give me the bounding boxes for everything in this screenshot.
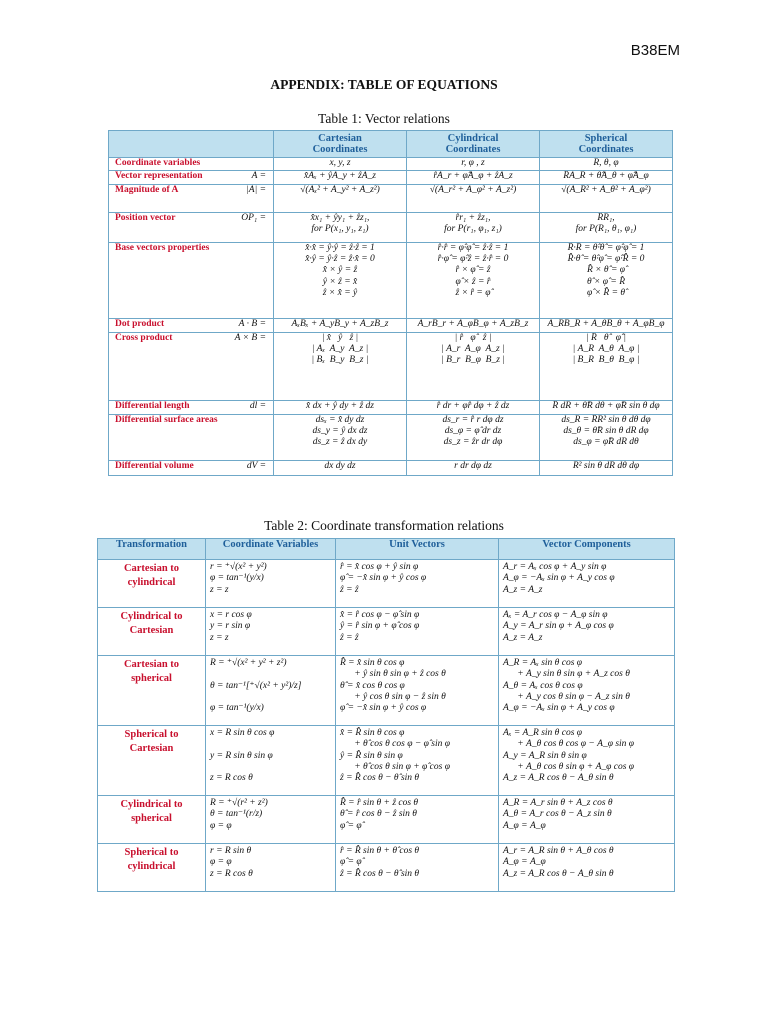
row-label-text: Differential surface areas — [115, 415, 218, 425]
table1-row-label — [109, 213, 274, 243]
table1-row — [109, 171, 673, 185]
table1-row-label — [109, 401, 274, 415]
table1-row — [109, 158, 673, 171]
table2-cell-unit: R̂ = r̂ sin θ + ẑ cos θ θ̂ = r̂ cos θ − ẑ sin θ φ̂ = φ̂ — [336, 796, 499, 844]
row-label-symbol: A × B = — [234, 333, 266, 343]
table1-cell-cart: x, y, z — [274, 158, 407, 171]
table1-cell-sph: R̂R₁, for P(R₁, θ₁, φ₁) — [540, 213, 673, 243]
table1-cell-cyl: r̂r₁ + ẑz₁, for P(r₁, φ₁, z₁) — [407, 213, 540, 243]
table2-cell-coord: R = ⁺√(x² + y² + z²) θ = tan⁻¹[⁺√(x² + y²)/z] φ = tan⁻¹(y/x) — [206, 656, 336, 726]
table1-cell-sph: R̂A_R + θ̂A_θ + φ̂A_φ — [540, 171, 673, 185]
table2-header-cell: Transformation — [98, 539, 206, 560]
table2-header-cell: Unit Vectors — [336, 539, 499, 560]
table1-row-label — [109, 415, 274, 461]
row-label-text: Coordinate variables — [115, 158, 201, 168]
table2-row-label: Cartesian to spherical — [98, 656, 206, 726]
table1-row — [109, 415, 673, 461]
table2-cell-comp: A_R = A_r sin θ + A_z cos θ A_θ = A_r cos θ − A_z sin θ A_φ = A_φ — [499, 796, 675, 844]
table1-body — [109, 158, 673, 476]
table2-cell-unit: x̂ = r̂ cos φ − φ̂ sin φ ŷ = r̂ sin φ + φ̂ cos φ ẑ = ẑ — [336, 608, 499, 656]
row-label-symbol: A · B = — [238, 319, 266, 329]
coordinate-transformation-table — [97, 538, 675, 892]
table1-cell-sph: R² sin θ dR dθ dφ — [540, 461, 673, 476]
row-label-symbol: A = — [251, 171, 266, 181]
vector-relations-table — [108, 130, 673, 476]
table2-cell-unit: x̂ = R̂ sin θ cos φ + θ̂ cos θ cos φ − φ̂ sin φ ŷ = R̂ sin θ sin φ + θ̂ cos θ sin φ + φ̂ cos φ ẑ = R̂ cos θ − θ̂ sin θ — [336, 726, 499, 796]
row-label-symbol: |A| = — [246, 185, 266, 195]
table1-cell-cart: dsₓ = x̂ dy dz ds_y = ŷ dx dz ds_z = ẑ dx dy — [274, 415, 407, 461]
table2-cell-comp: Aₓ = A_R sin θ cos φ + A_θ cos θ cos φ − A_φ sin φ A_y = A_R sin θ sin φ + A_θ cos θ sin φ + A_φ cos φ A_z = A_R cos θ − A_θ sin θ — [499, 726, 675, 796]
table1-cell-sph: ds_R = R̂R² sin θ dθ dφ ds_θ = θ̂R sin θ dR dφ ds_φ = φ̂R dR dθ — [540, 415, 673, 461]
table1-header-cell: Cartesian Coordinates — [274, 131, 407, 158]
table1-header-cell — [109, 131, 274, 158]
table1-cell-sph: | R̂ θ̂ φ̂ | | A_R A_θ A_φ | | B_R B_θ B_φ | — [540, 333, 673, 401]
table2-row — [98, 560, 675, 608]
table1-cell-cart: | x̂ ŷ ẑ | | Aₓ A_y A_z | | Bₓ B_y B_z | — [274, 333, 407, 401]
table1-cell-cart: x̂·x̂ = ŷ·ŷ = ẑ·ẑ = 1 x̂·ŷ = ŷ·ẑ = ẑ·x̂ = 0 x̂ × ŷ = ẑ ŷ × ẑ = x̂ ẑ × x̂ = ŷ — [274, 243, 407, 319]
table2-row — [98, 796, 675, 844]
table2-row — [98, 608, 675, 656]
table2-cell-coord: r = R sin θ φ = φ z = R cos θ — [206, 844, 336, 892]
table1-cell-cyl: | r̂ φ̂ ẑ | | A_r A_φ A_z | | B_r B_φ B_z | — [407, 333, 540, 401]
table2-row — [98, 844, 675, 892]
table2-cell-comp: A_R = Aₓ sin θ cos φ + A_y sin θ sin φ + A_z cos θ A_θ = Aₓ cos θ cos φ + A_y cos θ sin φ − A_z sin θ A_φ = −Aₓ sin φ + A_y cos φ — [499, 656, 675, 726]
table1-cell-cyl: r̂A_r + φ̂A_φ + ẑA_z — [407, 171, 540, 185]
table1-row — [109, 319, 673, 333]
table1-cell-cart: x̂Aₓ + ŷA_y + ẑA_z — [274, 171, 407, 185]
table2-header-row — [98, 539, 675, 560]
table1-cell-cart: x̂x₁ + ŷy₁ + ẑz₁, for P(x₁, y₁, z₁) — [274, 213, 407, 243]
table1-row-label — [109, 243, 274, 319]
row-label-text: Differential length — [115, 401, 190, 411]
table1-cell-cart: √(Aₓ² + A_y² + A_z²) — [274, 185, 407, 213]
table2-cell-unit: R̂ = x̂ sin θ cos φ + ŷ sin θ sin φ + ẑ cos θ θ̂ = x̂ cos θ cos φ + ŷ cos θ sin φ − ẑ sin θ φ̂ = −x̂ sin φ + ŷ cos φ — [336, 656, 499, 726]
table2-header-cell: Vector Components — [499, 539, 675, 560]
document-title: APPENDIX: TABLE OF EQUATIONS — [270, 77, 498, 92]
table1-cell-sph: √(A_R² + A_θ² + A_φ²) — [540, 185, 673, 213]
table1-header-row — [109, 131, 673, 158]
table1-cell-cyl: r̂·r̂ = φ̂·φ̂ = ẑ·ẑ = 1 r̂·φ̂ = φ̂·ẑ = ẑ·r̂ = 0 r̂ × φ̂ = ẑ φ̂ × ẑ = r̂ ẑ × r̂ = φ̂ — [407, 243, 540, 319]
row-label-text: Dot product — [115, 319, 165, 329]
row-label-symbol: OP₁ = — [241, 213, 266, 223]
table1-cell-cart: x̂ dx + ŷ dy + ẑ dz — [274, 401, 407, 415]
table1-row-label — [109, 333, 274, 401]
page-header-code: B38EM — [630, 42, 680, 59]
table1-cell-sph: R, θ, φ — [540, 158, 673, 171]
table2-cell-coord: x = r cos φ y = r sin φ z = z — [206, 608, 336, 656]
table1-cell-cyl: r dr dφ dz — [407, 461, 540, 476]
table1-cell-cyl: r̂ dr + φ̂r dφ + ẑ dz — [407, 401, 540, 415]
table1-row-label — [109, 461, 274, 476]
table1-cell-sph: R̂ dR + θ̂R dθ + φ̂R sin θ dφ — [540, 401, 673, 415]
table2-row-label: Spherical to Cartesian — [98, 726, 206, 796]
table1-cell-cyl: ds_r = r̂ r dφ dz ds_φ = φ̂ dr dz ds_z = ẑr dr dφ — [407, 415, 540, 461]
table1-row-label — [109, 171, 274, 185]
table1-row — [109, 461, 673, 476]
row-label-text: Differential volume — [115, 461, 194, 471]
table1-header-cell: Cylindrical Coordinates — [407, 131, 540, 158]
table2-header-cell: Coordinate Variables — [206, 539, 336, 560]
table2-cell-comp: A_r = Aₓ cos φ + A_y sin φ A_φ = −Aₓ sin φ + A_y cos φ A_z = A_z — [499, 560, 675, 608]
row-label-text: Vector representation — [115, 171, 203, 181]
table1-row-label — [109, 158, 274, 171]
table1-row-label — [109, 319, 274, 333]
table2-cell-comp: Aₓ = A_r cos φ − A_φ sin φ A_y = A_r sin φ + A_φ cos φ A_z = A_z — [499, 608, 675, 656]
row-label-text: Cross product — [115, 333, 173, 343]
table1-caption: Table 1: Vector relations — [318, 111, 450, 126]
table1-row-label — [109, 185, 274, 213]
table1-header-cell: Spherical Coordinates — [540, 131, 673, 158]
row-label-text: Position vector — [115, 213, 176, 223]
table1-cell-cyl: r, φ , z — [407, 158, 540, 171]
table1-row — [109, 333, 673, 401]
row-label-text: Base vectors properties — [115, 243, 210, 253]
table1-cell-sph: A_RB_R + A_θB_θ + A_φB_φ — [540, 319, 673, 333]
table2-row-label: Cartesian to cylindrical — [98, 560, 206, 608]
table2-cell-coord: x = R sin θ cos φ y = R sin θ sin φ z = R cos θ — [206, 726, 336, 796]
table1-row — [109, 243, 673, 319]
table1-cell-cyl: √(A_r² + A_φ² + A_z²) — [407, 185, 540, 213]
table1-cell-cyl: A_rB_r + A_φB_φ + A_zB_z — [407, 319, 540, 333]
table1-row — [109, 185, 673, 213]
row-label-symbol: dV = — [246, 461, 266, 471]
table2-cell-coord: R = ⁺√(r² + z²) θ = tan⁻¹(r/z) φ = φ — [206, 796, 336, 844]
table2-caption: Table 2: Coordinate transformation relations — [264, 518, 504, 533]
table2-row — [98, 656, 675, 726]
row-label-symbol: dl = — [249, 401, 266, 411]
table1-row — [109, 401, 673, 415]
table2-row — [98, 726, 675, 796]
table2-cell-unit: r̂ = x̂ cos φ + ŷ sin φ φ̂ = −x̂ sin φ + ŷ cos φ ẑ = ẑ — [336, 560, 499, 608]
table2-row-label: Cylindrical to Cartesian — [98, 608, 206, 656]
table2-row-label: Spherical to cylindrical — [98, 844, 206, 892]
table2-body — [98, 560, 675, 892]
table1-cell-cart: AₓBₓ + A_yB_y + A_zB_z — [274, 319, 407, 333]
table2-cell-comp: A_r = A_R sin θ + A_θ cos θ A_φ = A_φ A_z = A_R cos θ − A_θ sin θ — [499, 844, 675, 892]
table1-cell-sph: R̂·R̂ = θ̂·θ̂ = φ̂·φ̂ = 1 R̂·θ̂ = θ̂·φ̂ = φ̂·R̂ = 0 R̂ × θ̂ = φ̂ θ̂ × φ̂ = R̂ φ̂ × R̂ = θ̂ — [540, 243, 673, 319]
table2-cell-unit: r̂ = R̂ sin θ + θ̂ cos θ φ̂ = φ̂ ẑ = R̂ cos θ − θ̂ sin θ — [336, 844, 499, 892]
table2-cell-coord: r = ⁺√(x² + y²) φ = tan⁻¹(y/x) z = z — [206, 560, 336, 608]
row-label-text: Magnitude of A — [115, 185, 179, 195]
table2-row-label: Cylindrical to spherical — [98, 796, 206, 844]
table1-row — [109, 213, 673, 243]
table1-cell-cart: dx dy dz — [274, 461, 407, 476]
